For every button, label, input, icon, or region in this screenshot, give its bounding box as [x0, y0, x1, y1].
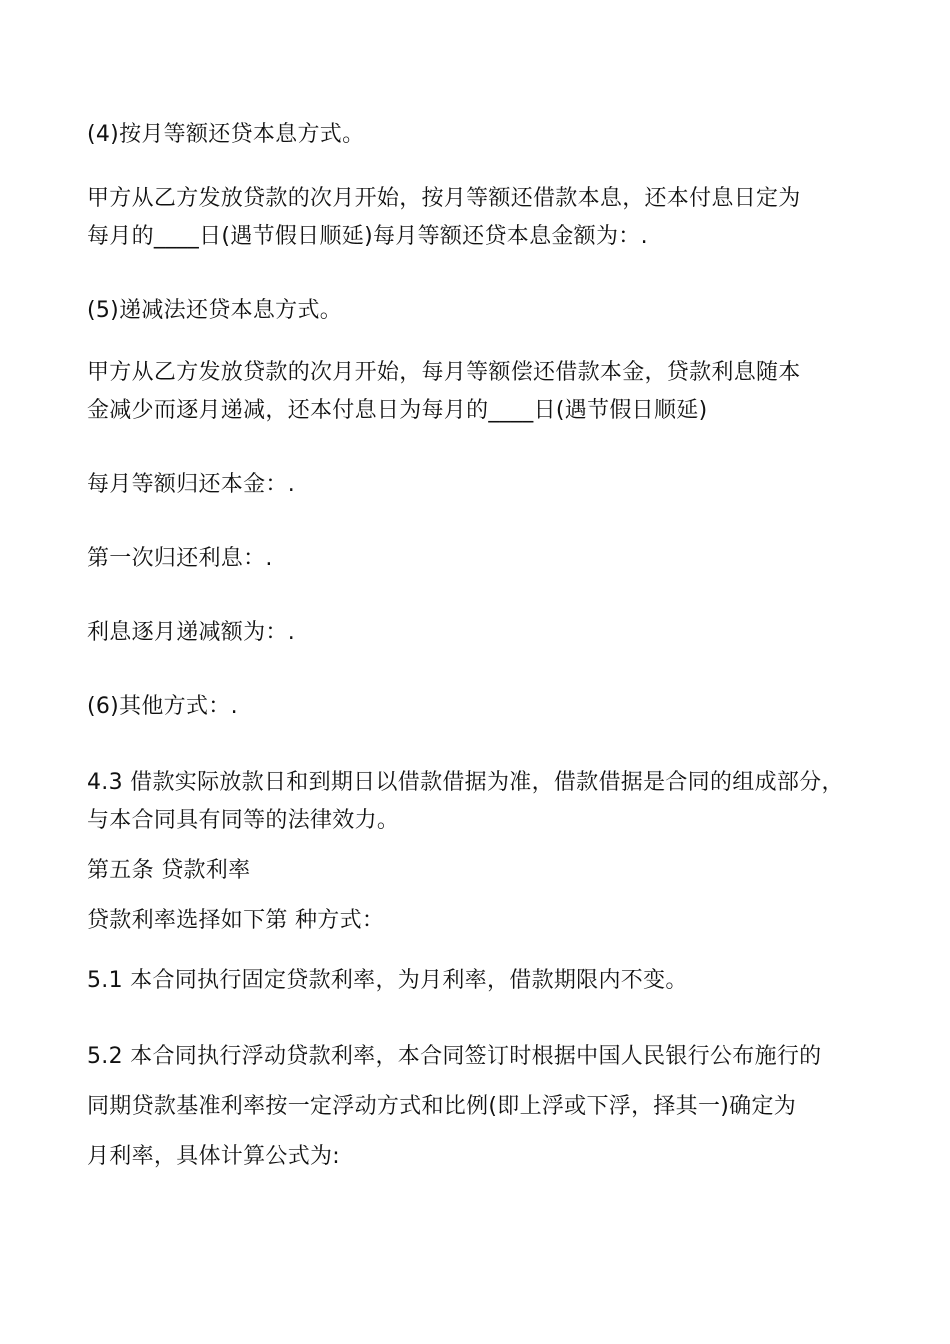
section-5-2-line-3: 月利率，具体计算公式为:	[87, 1144, 341, 1169]
clause-6-heading: (6)其他方式：.	[87, 694, 238, 719]
clause-4-text-line-2: 每月的____日(遇节假日顺延)每月等额还贷本息金额为：.	[87, 224, 648, 249]
section-5-2-line-2: 同期贷款基准利率按一定浮动方式和比例(即上浮或下浮，择其一)确定为	[87, 1094, 797, 1119]
clause-5-text-line-2: 金减少而逐月递减，还本付息日为每月的____日(遇节假日顺延)	[87, 398, 708, 423]
article-5-title: 第五条 贷款利率	[87, 858, 251, 883]
first-interest-line: 第一次归还利息：.	[87, 546, 273, 571]
interest-decrease-line: 利息逐月递减额为：.	[87, 620, 295, 645]
section-5-1-line: 5.1 本合同执行固定贷款利率，为月利率，借款期限内不变。	[87, 968, 688, 993]
clause-4-text-line-1: 甲方从乙方发放贷款的次月开始，按月等额还借款本息，还本付息日定为	[87, 186, 801, 211]
section-5-2-line-1: 5.2 本合同执行浮动贷款利率，本合同签订时根据中国人民银行公布施行的	[87, 1044, 822, 1069]
section-4-3-line-1: 4.3 借款实际放款日和到期日以借款借据为准，借款借据是合同的组成部分，	[87, 770, 844, 795]
clause-4-heading: (4)按月等额还贷本息方式。	[87, 122, 365, 147]
clause-5-text-line-1: 甲方从乙方发放贷款的次月开始，每月等额偿还借款本金，贷款利息随本	[87, 360, 801, 385]
clause-5-heading: (5)递减法还贷本息方式。	[87, 298, 343, 323]
monthly-principal-line: 每月等额归还本金：.	[87, 472, 295, 497]
rate-selection-line: 贷款利率选择如下第 种方式：	[87, 908, 385, 933]
section-4-3-line-2: 与本合同具有同等的法律效力。	[87, 808, 400, 833]
